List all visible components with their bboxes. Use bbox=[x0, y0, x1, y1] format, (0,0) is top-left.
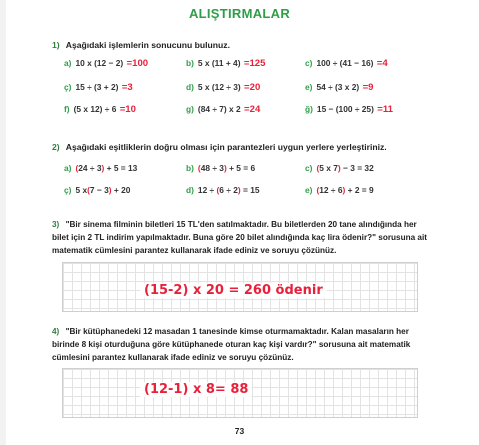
item-label: b) bbox=[186, 58, 194, 68]
item-label: ç) bbox=[64, 82, 72, 92]
item-label: b) bbox=[186, 163, 194, 173]
item-prefix: 5 x bbox=[75, 185, 88, 195]
q1-item-f bbox=[64, 104, 136, 115]
q2-item-b bbox=[186, 163, 255, 173]
q4-handwritten-answer: (12-1) x 8= 88 bbox=[140, 382, 252, 397]
item-suffix: + 2 = 9 bbox=[347, 185, 374, 195]
open-paren: ( bbox=[216, 185, 220, 195]
item-expression: 54 ÷ (3 x 2) bbox=[316, 82, 360, 92]
item-expression: (84 ÷ 7) x 2 bbox=[197, 104, 241, 114]
item-inner: 24 ÷ 3 bbox=[78, 163, 102, 173]
item-expression: 15 − (100 ÷ 25) bbox=[316, 104, 374, 114]
close-paren: ) bbox=[337, 163, 341, 173]
item-inner: 12 ÷ 6 bbox=[319, 185, 343, 195]
item-label: d) bbox=[186, 185, 194, 195]
q4-text bbox=[52, 325, 432, 364]
item-inner: 7 − 3 bbox=[89, 185, 109, 195]
open-paren: ( bbox=[316, 185, 320, 195]
item-label: g) bbox=[186, 104, 194, 114]
item-suffix: + 5 = 13 bbox=[106, 163, 138, 173]
q2-item-c-cedilla bbox=[64, 185, 130, 195]
open-paren: ( bbox=[75, 163, 79, 173]
item-label: e) bbox=[305, 185, 313, 195]
page-number: 73 bbox=[234, 426, 245, 436]
item-answer: =4 bbox=[376, 58, 388, 69]
item-label: a) bbox=[64, 163, 72, 173]
item-expression: 10 x (12 − 2) bbox=[75, 58, 124, 68]
q1-item-c bbox=[305, 58, 388, 69]
q1-number: 1) bbox=[52, 40, 60, 50]
q2-item-a bbox=[64, 163, 137, 173]
q1-item-e bbox=[305, 82, 374, 93]
q2-prompt: Aşağıdaki eşitliklerin doğru olması için parantezleri uygun yerlere yerleştiriniz. bbox=[65, 142, 387, 152]
page-title: ALIŞTIRMALAR bbox=[188, 6, 291, 21]
q3-text bbox=[52, 218, 432, 257]
item-label: c) bbox=[305, 58, 313, 68]
q3-handwritten-answer: (15-2) x 20 = 260 ödenir bbox=[140, 283, 327, 298]
close-paren: ) bbox=[342, 185, 346, 195]
item-expression: 15 ÷ (3 + 2) bbox=[75, 82, 119, 92]
item-expression: 5 x (12 ÷ 3) bbox=[197, 82, 241, 92]
q1-item-b bbox=[186, 58, 265, 69]
item-suffix: − 3 = 32 bbox=[343, 163, 374, 173]
item-answer: =100 bbox=[126, 58, 149, 69]
q4-body: "Bir kütüphanedeki 12 masadan 1 tanesinde kimse oturmamaktadır. Kalan masaların her birinde 8 kişi oturduğuna göre kütüphanede oturan kaç kişi vardır?" sorusuna ait matematik cümlesini parantez kullanarak ifade ediniz ve soruyu çözünüz. bbox=[52, 327, 411, 362]
item-suffix: + 5 = 6 bbox=[229, 163, 256, 173]
item-inner: 5 x 7 bbox=[319, 163, 338, 173]
item-label: d) bbox=[186, 82, 194, 92]
item-expression: 100 ÷ (41 − 16) bbox=[316, 58, 374, 68]
item-answer: =11 bbox=[377, 104, 393, 115]
item-label: a) bbox=[64, 58, 72, 68]
q1-item-a bbox=[64, 58, 148, 69]
q2-heading bbox=[52, 142, 387, 152]
q1-prompt: Aşağıdaki işlemlerin sonucunu bulunuz. bbox=[65, 40, 230, 50]
item-expression: (5 x 12) ÷ 6 bbox=[73, 104, 117, 114]
q4-number: 4) bbox=[52, 327, 60, 336]
item-prefix: 12 ÷ bbox=[197, 185, 215, 195]
item-suffix: + 20 bbox=[113, 185, 131, 195]
q2-item-d bbox=[186, 185, 260, 195]
q1-item-g-breve bbox=[305, 104, 393, 115]
q2-number: 2) bbox=[52, 142, 60, 152]
item-answer: =24 bbox=[244, 104, 261, 115]
q2-item-e bbox=[305, 185, 374, 195]
q2-item-c bbox=[305, 163, 374, 173]
item-answer: =20 bbox=[244, 82, 261, 93]
item-inner: 48 ÷ 3 bbox=[200, 163, 224, 173]
item-label: f) bbox=[64, 104, 70, 114]
open-paren: ( bbox=[87, 185, 90, 195]
close-paren: ) bbox=[223, 163, 227, 173]
q3-body: "Bir sinema filminin biletleri 15 TL'den satılmaktadır. Bu biletlerden 20 tane alındığında her bilet için 2 TL indirim yapılmaktadır. Buna göre 20 bilet alındığında kaç lira ödenir?" sorusuna ait matematik cümlesini parantez kullanarak ifade ediniz ve soruyu çözünüz. bbox=[52, 220, 427, 255]
item-label: c) bbox=[305, 163, 313, 173]
item-answer: =9 bbox=[362, 82, 374, 93]
open-paren: ( bbox=[316, 163, 320, 173]
open-paren: ( bbox=[197, 163, 201, 173]
close-paren: ) bbox=[108, 185, 112, 195]
item-expression: 5 x (11 + 4) bbox=[197, 58, 241, 68]
item-answer: =3 bbox=[121, 82, 133, 93]
q1-item-c-cedilla bbox=[64, 82, 133, 93]
item-label: ğ) bbox=[305, 104, 313, 114]
item-label: e) bbox=[305, 82, 313, 92]
close-paren: ) bbox=[237, 185, 241, 195]
close-paren: ) bbox=[101, 163, 105, 173]
item-label: ç) bbox=[64, 185, 72, 195]
item-answer: =10 bbox=[119, 104, 136, 115]
item-inner: 6 ÷ 2 bbox=[219, 185, 238, 195]
q1-item-g bbox=[186, 104, 260, 115]
page-edge-shadow bbox=[0, 0, 6, 445]
q1-item-d bbox=[186, 82, 260, 93]
item-answer: =125 bbox=[243, 58, 266, 69]
q1-heading bbox=[52, 40, 230, 50]
q3-number: 3) bbox=[52, 220, 60, 229]
item-suffix: = 15 bbox=[242, 185, 260, 195]
